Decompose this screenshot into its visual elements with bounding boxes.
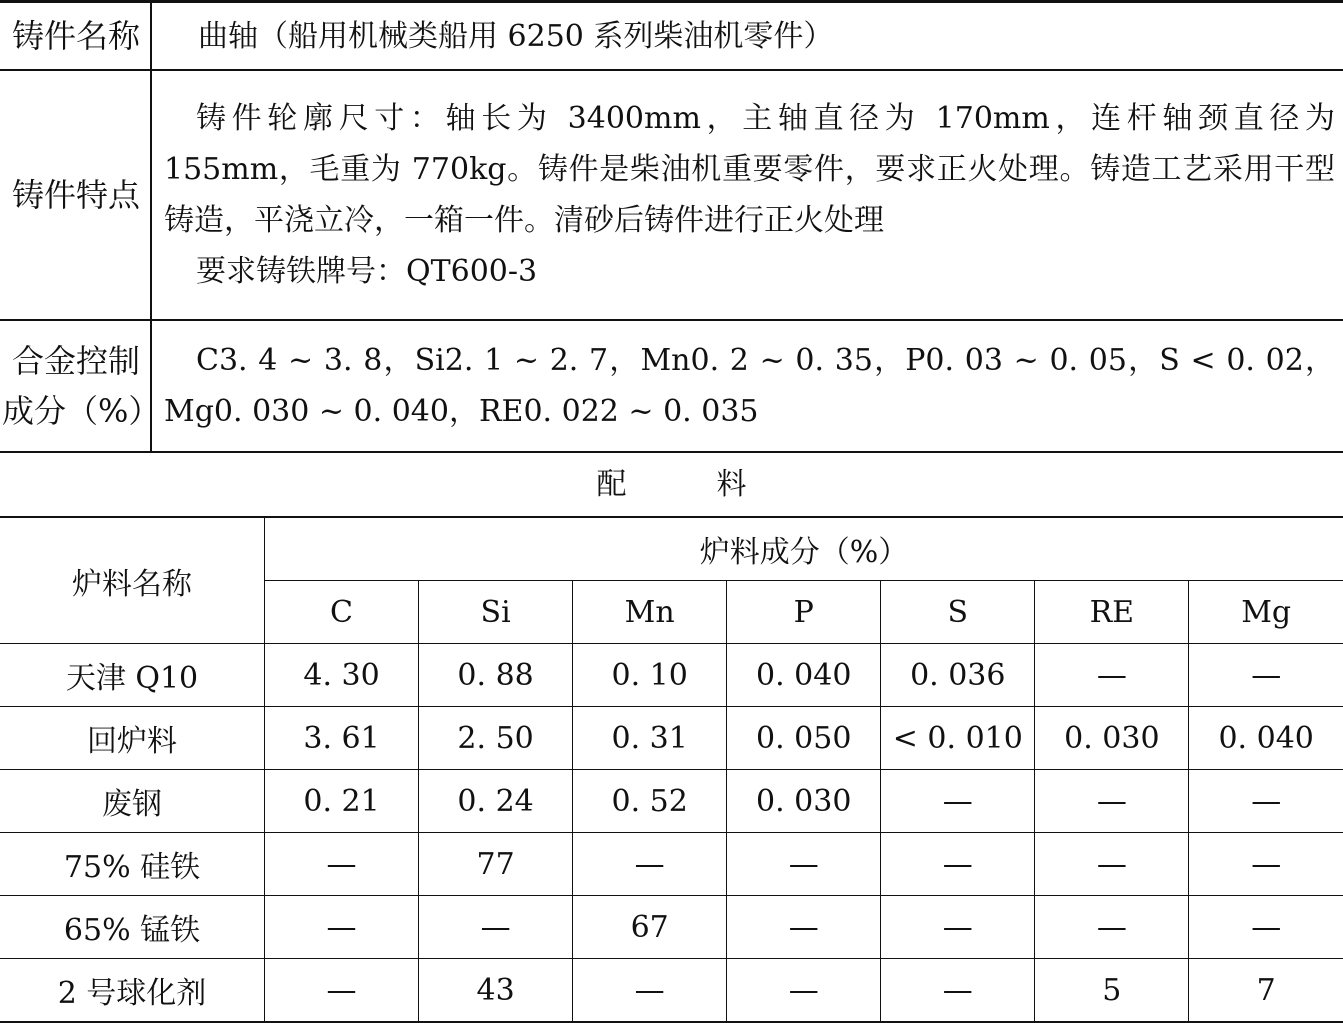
casting-name-value: 曲轴（船用机械类船用 6250 系列柴油机零件）: [151, 2, 1343, 71]
composition-header: 炉料成分（%）: [265, 517, 1343, 581]
charge-name-cell: 75% 硅铁: [0, 833, 265, 896]
value-cell: —: [265, 833, 419, 896]
table-row: [0, 770, 1343, 833]
element-header-mg: Mg: [1189, 581, 1343, 644]
alloy-composition-cell: [151, 320, 1343, 452]
value-cell: —: [727, 896, 881, 959]
value-cell: —: [419, 896, 573, 959]
casting-info-table: [0, 0, 1343, 453]
casting-features-label: 铸件特点: [0, 70, 151, 320]
value-cell: 0. 050: [727, 707, 881, 770]
value-cell: 0. 030: [727, 770, 881, 833]
value-cell: 7: [1189, 959, 1343, 1023]
table-row: [0, 959, 1343, 1023]
value-cell: 67: [573, 896, 727, 959]
charge-name-cell: 回炉料: [0, 707, 265, 770]
alloy-composition-text: C3. 4 ~ 3. 8，Si2. 1 ~ 2. 7，Mn0. 2 ~ 0. 35，P0. 03 ~ 0. 05，S < 0. 02，Mg0. 030 ~ 0. 040，RE0. 022 ~ 0. 035: [164, 335, 1343, 437]
value-cell: —: [1035, 770, 1189, 833]
charge-name-cell: 2 号球化剂: [0, 959, 265, 1023]
value-cell: 3. 61: [265, 707, 419, 770]
casting-features-row: [0, 70, 1343, 320]
value-cell: 0. 030: [1035, 707, 1189, 770]
value-cell: 0. 036: [881, 644, 1035, 707]
value-cell: —: [265, 896, 419, 959]
alloy-label-line2: 成分（%）: [2, 386, 150, 436]
casting-name-row: [0, 2, 1343, 71]
casting-name-label: 铸件名称: [0, 2, 151, 71]
alloy-label-line1: 合金控制: [2, 336, 150, 386]
element-header-si: Si: [419, 581, 573, 644]
value-cell: 0. 040: [1189, 707, 1343, 770]
element-header-s: S: [881, 581, 1035, 644]
table-row: [0, 707, 1343, 770]
value-cell: 0. 040: [727, 644, 881, 707]
casting-features-text: 铸件轮廓尺寸：轴长为 3400mm，主轴直径为 170mm，连杆轴颈直径为 155mm，毛重为 770kg。铸件是柴油机重要零件，要求正火处理。铸造工艺采用干型铸造，平浇立冷，一箱一件。清砂后铸件进行正火处理: [164, 93, 1343, 246]
value-cell: 5: [1035, 959, 1189, 1023]
header-row: [0, 517, 1343, 581]
value-cell: —: [727, 959, 881, 1023]
value-cell: 0. 21: [265, 770, 419, 833]
value-cell: 0. 88: [419, 644, 573, 707]
value-cell: —: [1035, 896, 1189, 959]
value-cell: —: [881, 770, 1035, 833]
value-cell: 0. 10: [573, 644, 727, 707]
burden-table: [0, 516, 1343, 1023]
section-title: 配料: [0, 454, 1343, 516]
value-cell: —: [881, 896, 1035, 959]
element-header-mn: Mn: [573, 581, 727, 644]
table-row: [0, 833, 1343, 896]
value-cell: 0. 52: [573, 770, 727, 833]
value-cell: —: [265, 959, 419, 1023]
iron-grade-text: 要求铸铁牌号：QT600-3: [164, 246, 1343, 297]
value-cell: 43: [419, 959, 573, 1023]
value-cell: —: [1189, 896, 1343, 959]
value-cell: —: [727, 833, 881, 896]
table-row: [0, 896, 1343, 959]
value-cell: < 0. 010: [881, 707, 1035, 770]
value-cell: —: [1189, 833, 1343, 896]
value-cell: 4. 30: [265, 644, 419, 707]
value-cell: 0. 31: [573, 707, 727, 770]
element-header-re: RE: [1035, 581, 1189, 644]
value-cell: 2. 50: [419, 707, 573, 770]
alloy-composition-row: [0, 320, 1343, 452]
element-header-p: P: [727, 581, 881, 644]
value-cell: —: [573, 959, 727, 1023]
value-cell: —: [1189, 770, 1343, 833]
value-cell: —: [573, 833, 727, 896]
value-cell: —: [1035, 833, 1189, 896]
value-cell: 0. 24: [419, 770, 573, 833]
value-cell: —: [881, 833, 1035, 896]
table-row: [0, 644, 1343, 707]
alloy-composition-label: [0, 320, 151, 452]
value-cell: —: [881, 959, 1035, 1023]
charge-name-cell: 天津 Q10: [0, 644, 265, 707]
casting-features-cell: [151, 70, 1343, 320]
value-cell: —: [1035, 644, 1189, 707]
charge-name-cell: 废钢: [0, 770, 265, 833]
charge-name-cell: 65% 锰铁: [0, 896, 265, 959]
value-cell: —: [1189, 644, 1343, 707]
element-header-c: C: [265, 581, 419, 644]
value-cell: 77: [419, 833, 573, 896]
name-header: 炉料名称: [0, 517, 265, 644]
